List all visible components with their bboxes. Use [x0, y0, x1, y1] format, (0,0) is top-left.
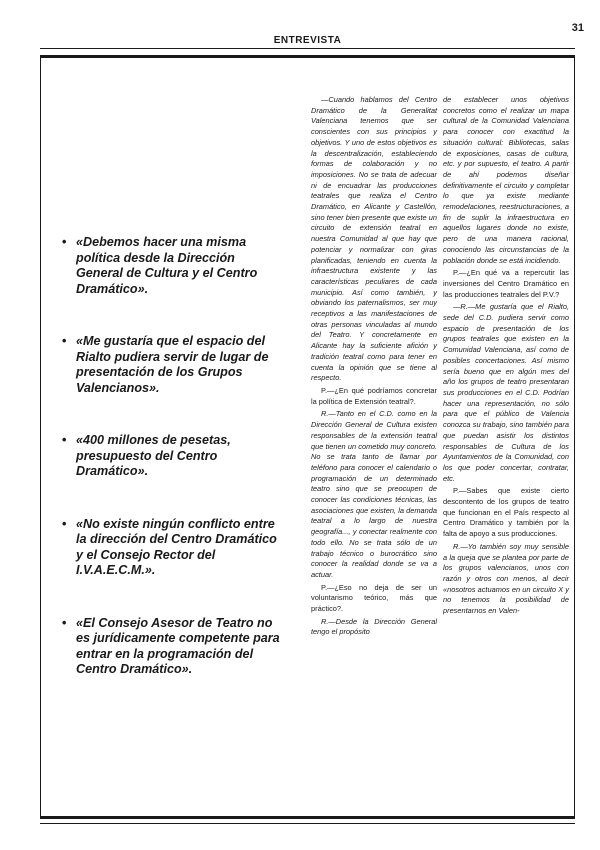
pull-quote: • «400 millones de pesetas, presupuesto del Centro Dramático». — [62, 433, 231, 478]
header-rule — [40, 48, 575, 49]
question-paragraph: P.—¿En qué va a repercutir las inversiones del Centro Dramático en las producciones teatrales del P.V.? — [443, 268, 569, 299]
bullet-icon: • — [62, 235, 67, 249]
text-column-1 — [311, 95, 437, 640]
question-paragraph: P.—Sabes que existe cierto descontento de los grupos de teatro que funcionan en el País respecto al Centro Dramático y también por la falta de apoyo a sus producciones. — [443, 486, 569, 539]
bullet-icon: • — [62, 516, 67, 531]
paragraph: de establecer unos objetivos concretos como el realizar un mapa cultural de la Comunidad Valenciana para conocer con exactitud la situación cultural: Bibliotecas, salas de exposiciones, casas de cultura, etc. y por supuesto, el teatro. A partir de ahí podemos diseñar definitivamente el circuito y completar lo que ya existe mediante remodelaciones, reestructuraciones, a fin de suplir la infraestructura en aquellos lugares donde no existe, pero de una manera racional, conociendo las circunstancias de la población donde se está incidiendo. — [443, 95, 569, 265]
section-header: ENTREVISTA — [273, 35, 342, 46]
question-paragraph: P.—¿Eso no deja de ser un voluntarismo teórico, más que práctico?. — [311, 582, 437, 614]
paragraph: R.—Desde la Dirección General tengo el propósito — [311, 616, 437, 637]
bullet-icon: • — [62, 433, 67, 447]
paragraph: R.—Yo también soy muy sensible a la queja que se plantea por parte de los grupos valencianos, unos con razón y otros con menos, al decir «nosotros actuamos en un circuito X y no tenemos la posibilidad de presentarnos en Valen- — [443, 541, 569, 616]
bullet-icon: • — [62, 615, 67, 630]
paragraph: —R.—Me gustaría que el Rialto, sede del C.D. pudiera servir como espacio de presentación de los grupos teatrales que existen en la Comunidad Valenciana, así como de posibles concertaciones. Así mismo sería bueno que en algún mes del año los grupos de teatro presentaran sus producciones en el C.D. Podrían hacer una representación, no sólo para que el público de Valencia conozca su trabajo, sino también para que puedan asistir los distintos responsables de Cultura de los Ayuntamientos de la Comunidad, con los que poder concertar, contratar, etc. — [443, 302, 569, 483]
footer-thick-rule — [40, 816, 575, 819]
paragraph: —Cuando hablamos del Centro Dramático de la Generalitat Valenciana tenemos que ser conscientes con sus principios y objetivos. Y uno de estos objetivos es la descentralización, estableciendo formas de colaboración y no imposiciones. No se trata de adecuar ni de encuadrar las producciones teatrales que realiza el Centro Dramático, en Alicante y Castellón, sino tener bien presente que existe un circuito de extensión teatral en nuestra Comunidad al que hay que potenciar y normalizar con giras planificadas, teniendo en cuenta la infraestructura existente y las características peculiares de cada municipio. Así como también, y obviando los paternalismos, ser muy receptivos a las manifestaciones de otras personas vinculadas al mundo del Teatro. Y concretamente en Alicante hay la suficiente afición y tradición teatral como para tener en cuenta la opinión que se tiene al respecto. — [311, 95, 437, 383]
pull-quotes — [62, 235, 280, 715]
bullet-icon: • — [62, 334, 67, 348]
pull-quote: • «No existe ningún conflicto entre la dirección del Centro Dramático y el Consejo Rector del I.V.A.E.C.M.». — [62, 516, 277, 577]
question-paragraph: P.—¿En qué podríamos concretar la política de Extensión teatral?. — [311, 385, 437, 406]
pull-quote: • «Debemos hacer una misma política desde la Dirección General de Cultura y el Centro Dramático». — [62, 235, 258, 296]
page-number: 31 — [571, 22, 584, 34]
pull-quote: • «Me gustaría que el espacio del Rialto pudiera servir de lugar de presentación de los Grupos Valencianos». — [62, 334, 269, 395]
paragraph: R.—Tanto en el C.D. como en la Dirección General de Cultura existen responsables de la extensión teatral que tienen un cometido muy concreto. No se trata tanto de llamar por teléfono para conocer el calendario o programación de un determinado teatro sino que se preocupen de conocer las condiciones técnicas, las asociaciones que existen, la demanda teatral a lo largo de nuestra geografía..., y conectar realmente con todo ello. No se trata sólo de un trabajo técnico o burocrático sino conocer la realidad donde se va a actuar. — [311, 409, 437, 579]
pull-quote: • «El Consejo Asesor de Teatro no es jurídicamente competente para entrar en la programación del Centro Dramático». — [62, 615, 280, 676]
text-column-2 — [443, 95, 569, 619]
footer-rule — [40, 823, 575, 824]
